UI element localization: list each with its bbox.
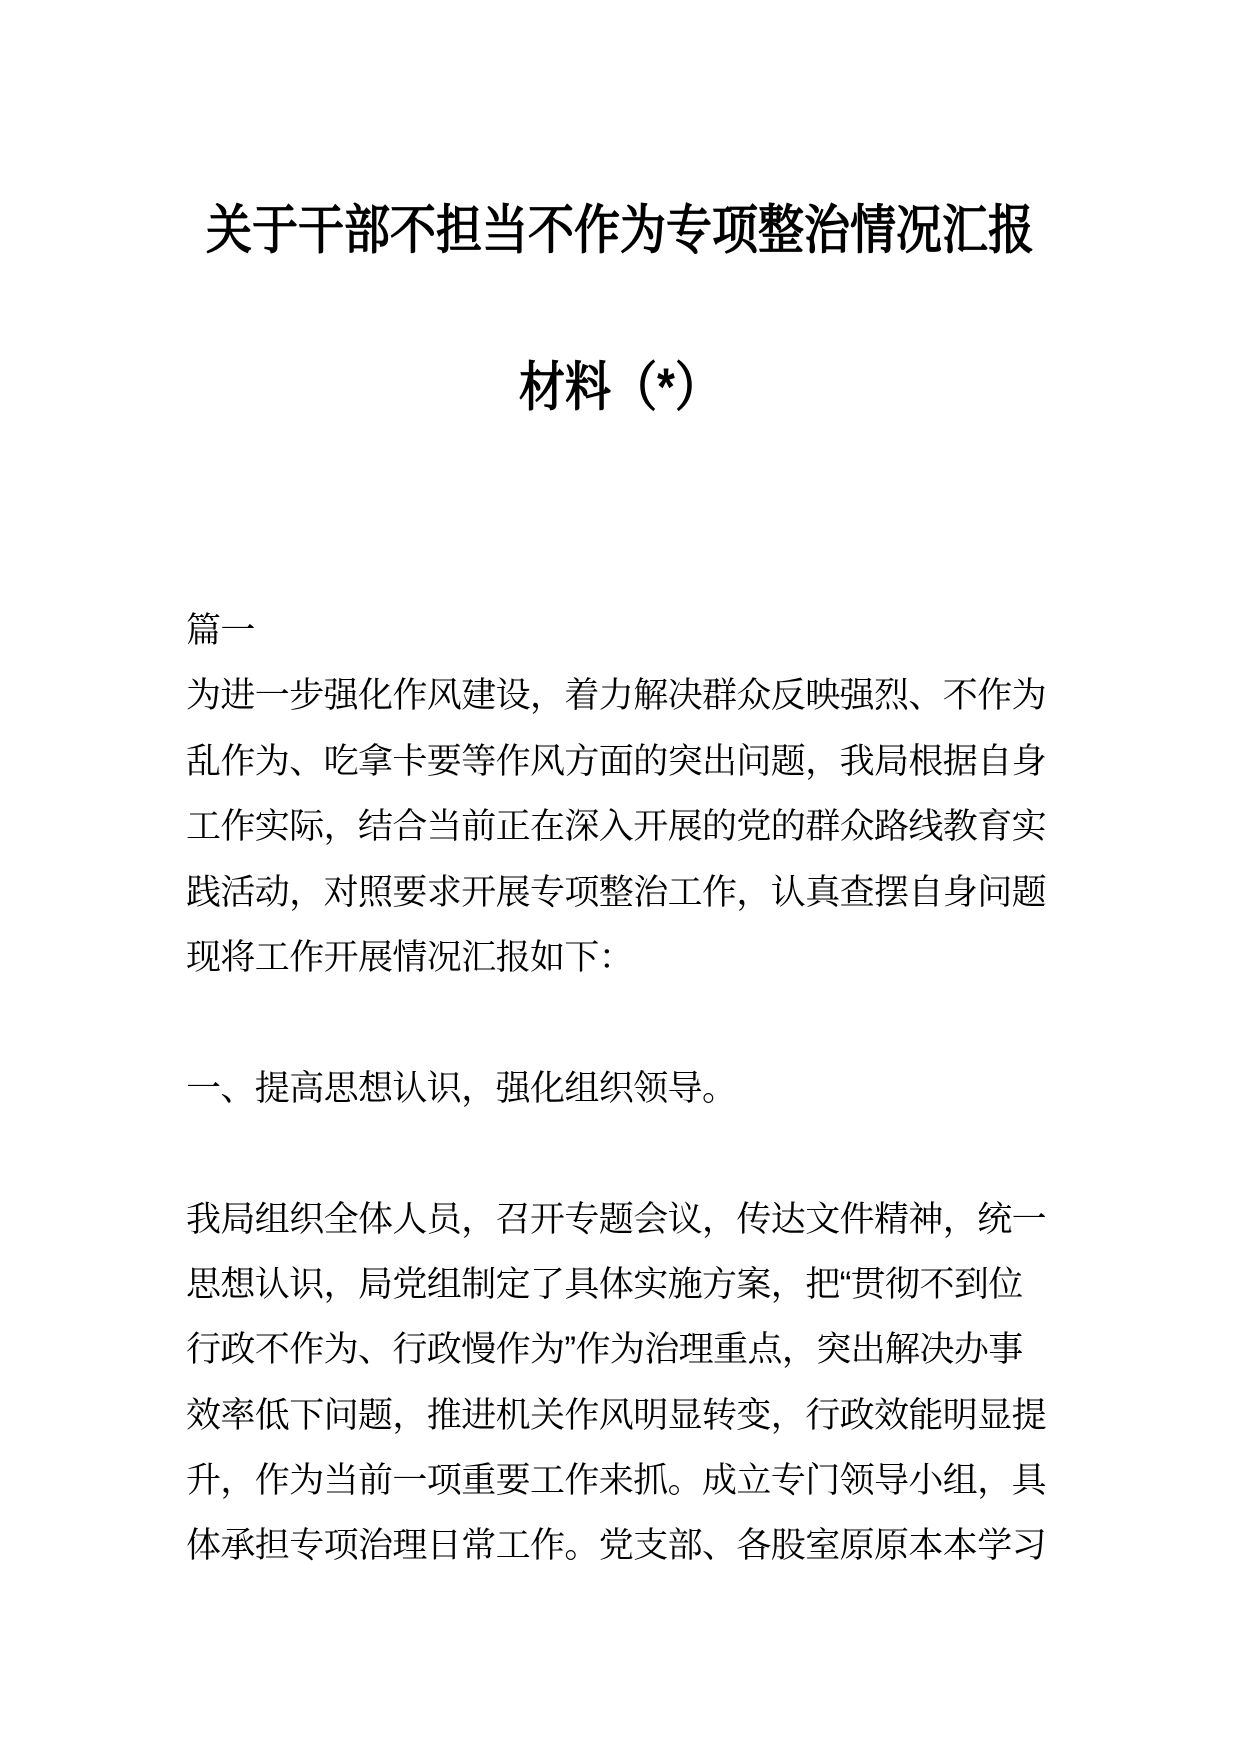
paragraph-1-line-3: 工作实际，结合当前正在深入开展的党的群众路线教育实 <box>186 807 1047 847</box>
document-body <box>186 598 1072 1579</box>
part-label: 篇一 <box>186 611 255 650</box>
paragraph-1-line-1: 为进一步强化作风建设，着力解决群众反映强烈、不作为 <box>186 676 1047 716</box>
paragraph-2-line-2: 思想认识，局党组制定了具体实施方案，把“贯彻不到位 <box>186 1264 1023 1304</box>
section-1-heading: 一、提高思想认识，强化组织领导。 <box>186 1068 737 1108</box>
paragraph-1-line-2: 乱作为、吃拿卡要等作风方面的突出问题，我局根据自身 <box>186 741 1047 781</box>
paragraph-2-line-1: 我局组织全体人员，召开专题会议，传达文件精神，统一 <box>186 1199 1047 1239</box>
paragraph-2-line-3: 行政不作为、行政慢作为”作为治理重点，突出解决办事 <box>186 1330 1023 1370</box>
paragraph-2-line-4: 效率低下问题，推进机关作风明显转变，行政效能明显提 <box>186 1395 1047 1435</box>
paragraph-1-line-5: 现将工作开展情况汇报如下： <box>186 937 634 977</box>
blank-line <box>186 1121 1072 1186</box>
document-title-line-1: 关于干部不担当不作为专项整治情况汇报 <box>206 199 1034 260</box>
blank-line <box>186 990 1072 1055</box>
paragraph-2-line-6: 体承担专项治理日常工作。党支部、各股室原原本本学习 <box>186 1526 1047 1566</box>
paragraph-2-line-5: 升，作为当前一项重要工作来抓。成立专门领导小组，具 <box>186 1461 1047 1501</box>
document-title-line-2: 材料（*） <box>519 356 721 417</box>
paragraph-1-line-4: 践活动，对照要求开展专项整治工作，认真查摆自身问题 <box>186 872 1047 912</box>
